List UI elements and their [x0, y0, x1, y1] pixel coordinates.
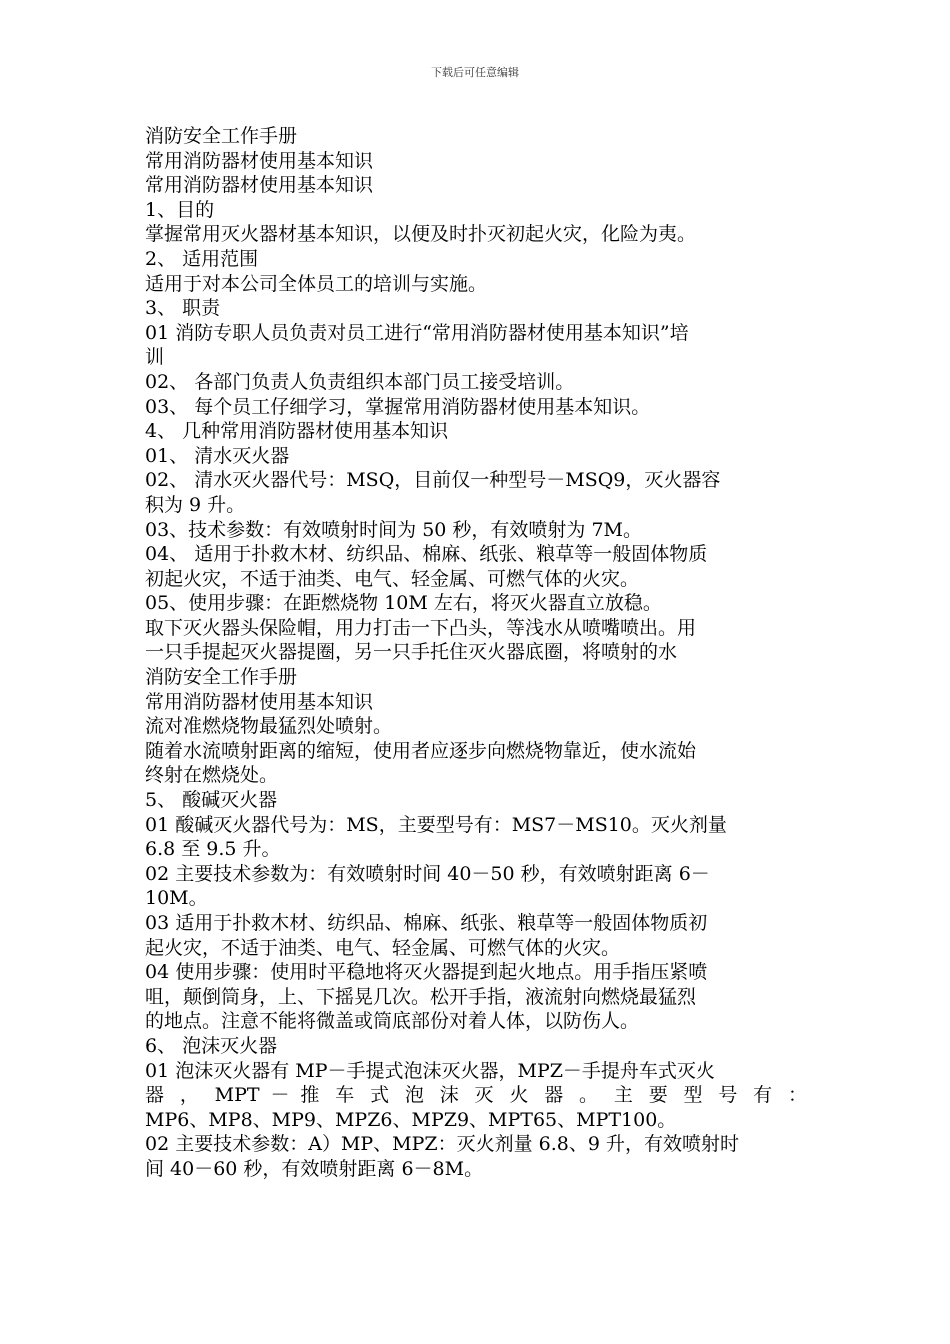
paragraph-line: 随着水流喷射距离的缩短，使用者应逐步向燃烧物靠近，使水流始: [145, 739, 697, 762]
subsection-heading-equipment: 4、 几种常用消防器材使用基本知识: [145, 420, 449, 443]
document-body: [145, 124, 807, 1182]
paragraph-line: 01 泡沫灭火器有 MP－手提式泡沫灭火器，MPZ－手提舟车式灭火: [145, 1059, 715, 1082]
paragraph-line: 02、 清水灭火器代号：MSQ，目前仅一种型号－MSQ9，灭火器容: [145, 469, 721, 492]
section-heading: 常用消防器材使用基本知识: [145, 690, 374, 713]
paragraph-line: 02、 各部门负责人负责组织本部门员工接受培训。: [145, 370, 575, 393]
subsection-heading-purpose: 1、目的: [145, 198, 215, 221]
paragraph-line: 02 主要技术参数为：有效喷射时间 40－50 秒，有效喷射距离 6－: [145, 862, 710, 885]
paragraph-line-justified: 器 ， MPT － 推 车 式 泡 沫 灭 火 器 。 主 要 型 号 有 ：: [145, 1084, 807, 1107]
paragraph-line: 适用于对本公司全体员工的培训与实施。: [145, 272, 488, 295]
manual-title: 消防安全工作手册: [145, 666, 298, 689]
paragraph-line: 的地点。注意不能将微盖或筒底部份对着人体，以防伤人。: [145, 1010, 640, 1033]
paragraph-line: 01 消防专职人员负责对员工进行“常用消防器材使用基本知识”培: [145, 321, 689, 344]
paragraph-line: 咀，颠倒筒身，上、下摇晃几次。松开手指，液流射向燃烧最猛烈: [145, 985, 697, 1008]
page-header-note: 下载后可任意编辑: [431, 66, 519, 79]
subsection-heading-scope: 2、 适用范围: [145, 247, 259, 270]
paragraph-line: 04 使用步骤：使用时平稳地将灭火器提到起火地点。用手指压紧喷: [145, 961, 708, 984]
paragraph-line: 10M。: [145, 887, 208, 910]
paragraph-line: 03、技术参数：有效喷射时间为 50 秒，有效喷射为 7M。: [145, 518, 643, 541]
section-heading: 常用消防器材使用基本知识: [145, 174, 374, 197]
manual-title: 消防安全工作手册: [145, 125, 298, 147]
item-heading: 01、 清水灭火器: [145, 444, 290, 467]
paragraph-line: 一只手提起灭火器提圈，另一只手托住灭火器底圈，将喷射的水: [145, 641, 678, 664]
paragraph-line: 03、 每个员工仔细学习，掌握常用消防器材使用基本知识。: [145, 395, 651, 418]
paragraph-line: 间 40－60 秒，有效喷射距离 6－8M。: [145, 1157, 484, 1180]
paragraph-line: 积为 9 升。: [145, 493, 246, 516]
paragraph-line: 05、使用步骤：在距燃烧物 10M 左右，将灭火器直立放稳。: [145, 592, 662, 615]
paragraph-line: 初起火灾，不适于油类、电气、轻金属、可燃气体的火灾。: [145, 567, 640, 590]
paragraph-line: 终射在燃烧处。: [145, 764, 279, 787]
paragraph-line: 训: [145, 346, 165, 369]
paragraph-line: MP6、MP8、MP9、MPZ6、MPZ9、MPT65、MPT100。: [145, 1108, 677, 1131]
paragraph-line: 01 酸碱灭火器代号为：MS，主要型号有：MS7－MS10。灭火剂量: [145, 813, 727, 836]
paragraph-line: 02 主要技术参数：A）MP、MPZ：灭火剂量 6.8、9 升，有效喷射时: [145, 1133, 740, 1156]
paragraph-line: 04、 适用于扑救木材、纺织品、棉麻、纸张、粮草等一般固体物质: [145, 543, 708, 566]
paragraph-line: 掌握常用灭火器材基本知识，以便及时扑灭初起火灾，化险为夷。: [145, 223, 697, 246]
section-heading: 常用消防器材使用基本知识: [145, 149, 374, 172]
subsection-heading-acid-alkali: 5、 酸碱灭火器: [145, 789, 278, 812]
paragraph-line: 流对准燃烧物最猛烈处喷射。: [145, 715, 393, 738]
paragraph-line: 03 适用于扑救木材、纺织品、棉麻、纸张、粮草等一般固体物质初: [145, 912, 708, 934]
paragraph-line: 取下灭火器头保险帽，用力打击一下凸头，等浅水从喷嘴喷出。用: [145, 616, 697, 639]
subsection-heading-duties: 3、 职责: [145, 297, 221, 320]
subsection-heading-foam: 6、 泡沫灭火器: [145, 1034, 278, 1057]
paragraph-line: 起火灾，不适于油类、电气、轻金属、可燃气体的火灾。: [145, 936, 621, 959]
paragraph-line: 6.8 至 9.5 升。: [145, 838, 281, 861]
